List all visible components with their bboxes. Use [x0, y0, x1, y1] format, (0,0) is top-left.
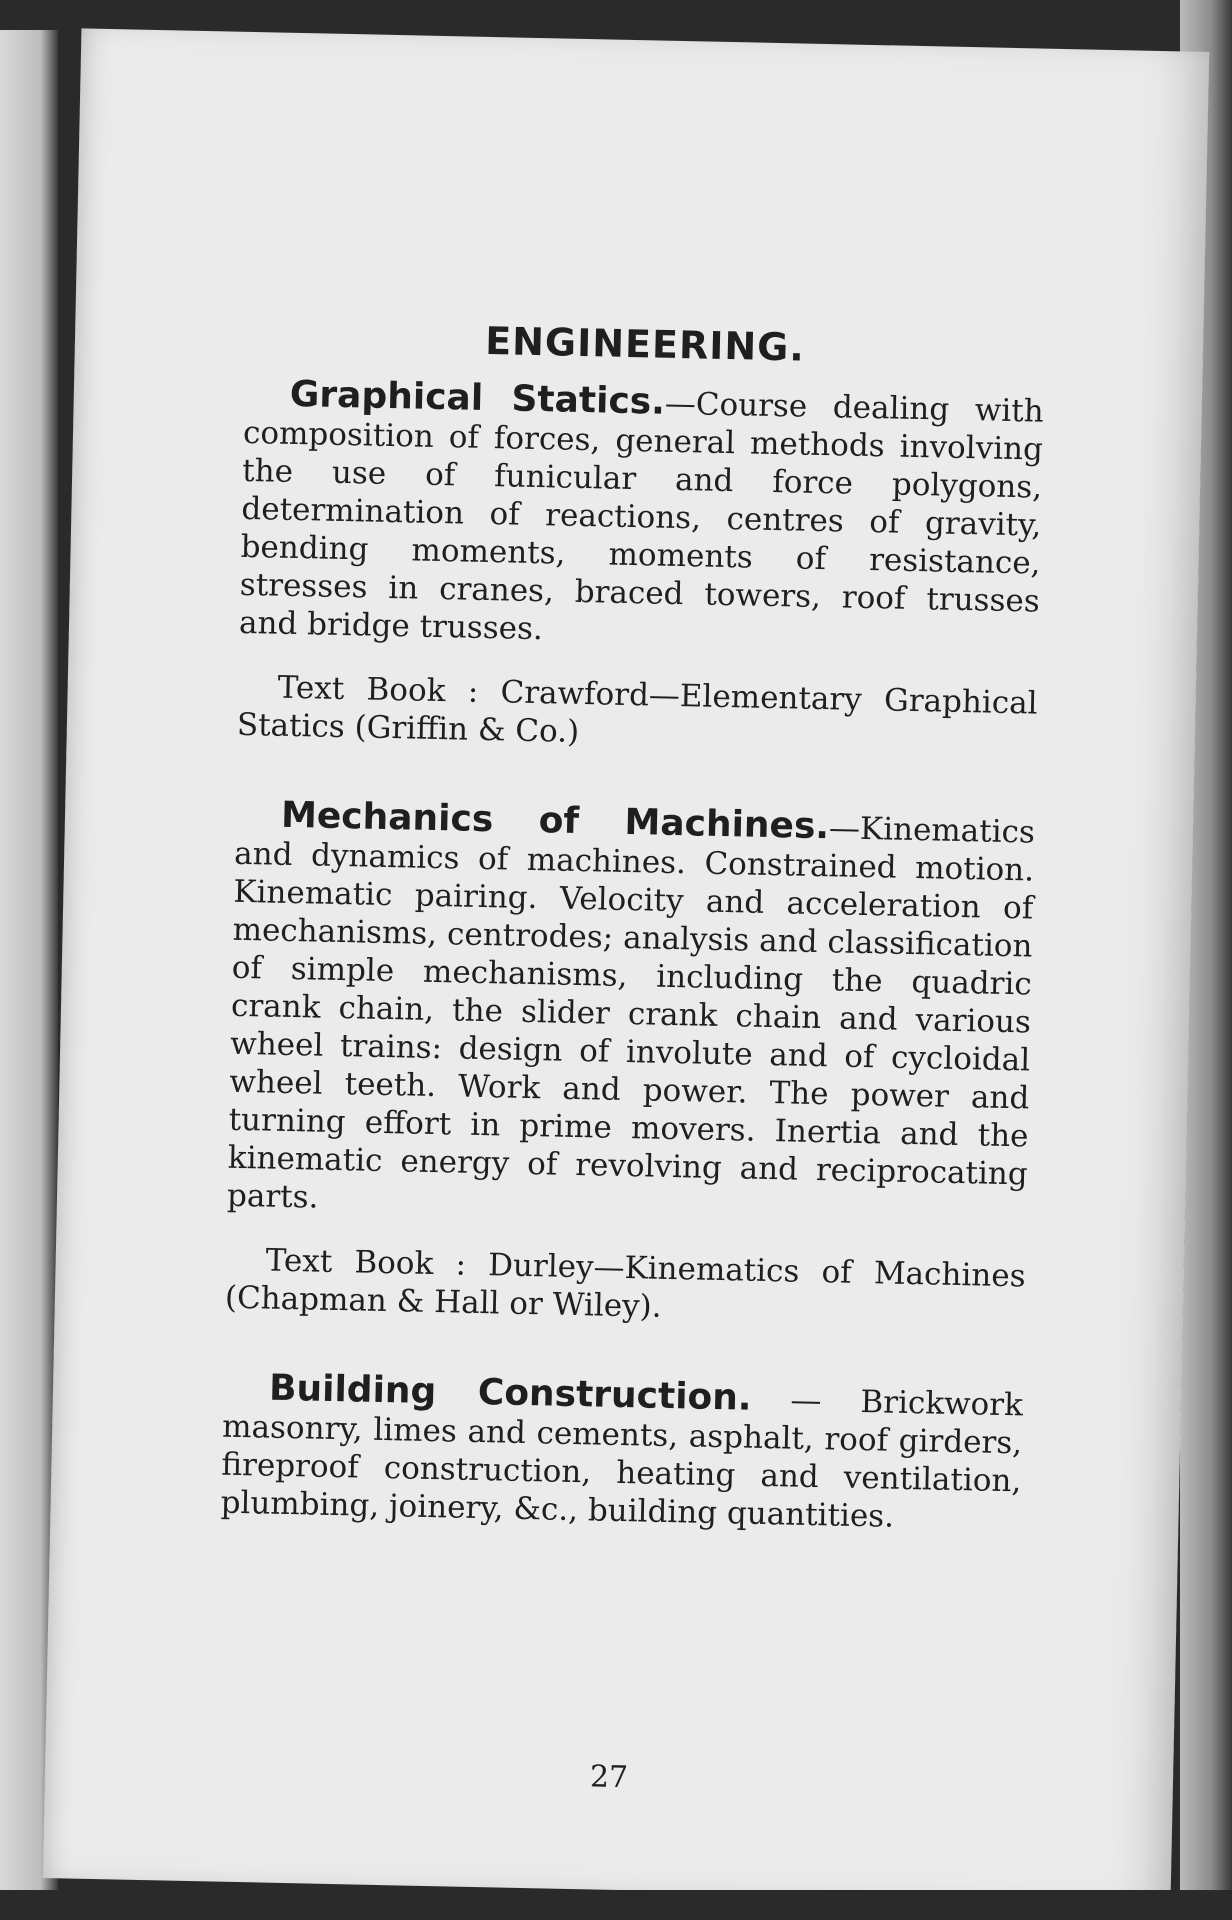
section-textbook: Text Book : Durley—Kinematics of Machines (Chapman & Hall or Wiley). — [224, 1242, 1026, 1325]
section-paragraph — [220, 1369, 1023, 1539]
section-body: —Course dealing with composition of forces, general methods involving the use of funicular and force polygons, determination of reactions, centres of gravity, bending moments, moments of resistance, stresses in cranes, braced towers, roof trusses and bridge trusses. — [238, 385, 1045, 648]
page-content — [219, 317, 1045, 1590]
bottom-shadow — [0, 1890, 1232, 1920]
section-heading: Mechanics of Machines. — [280, 794, 830, 848]
section-building-construction — [220, 1369, 1023, 1539]
section-body: —Kinematics and dynamics of machines. Constrained motion. Kinematic pairing. Velocity and acceleration of mechanisms, centrodes; analysis and classification of simple mechanisms, including the quadric crank chain, the slider crank chain and various wheel trains: design of involute and of cycloidal wheel teeth. Work and power. The power and turning effort in prime movers. Inertia and the kinematic energy of revolving and reciprocating parts. — [226, 810, 1036, 1216]
section-graphical-statics — [237, 375, 1045, 761]
section-body: — Brickwork masonry, limes and cements, asphalt, roof girders, fireproof construction, heating and ventilation, plumbing, joinery, &c., building quantities. — [220, 1381, 1024, 1535]
section-mechanics-of-machines — [225, 796, 1036, 1334]
section-paragraph — [227, 796, 1036, 1232]
section-heading: Building Construction. — [268, 1367, 753, 1419]
section-heading: Graphical Statics. — [289, 373, 666, 423]
section-textbook: Text Book : Crawford—Elementary Graphical Statics (Griffin & Co.) — [236, 669, 1038, 750]
section-paragraph — [239, 375, 1044, 659]
page-title: ENGINEERING. — [484, 318, 806, 370]
book-page — [43, 28, 1209, 1901]
page-number: 27 — [589, 1759, 629, 1796]
